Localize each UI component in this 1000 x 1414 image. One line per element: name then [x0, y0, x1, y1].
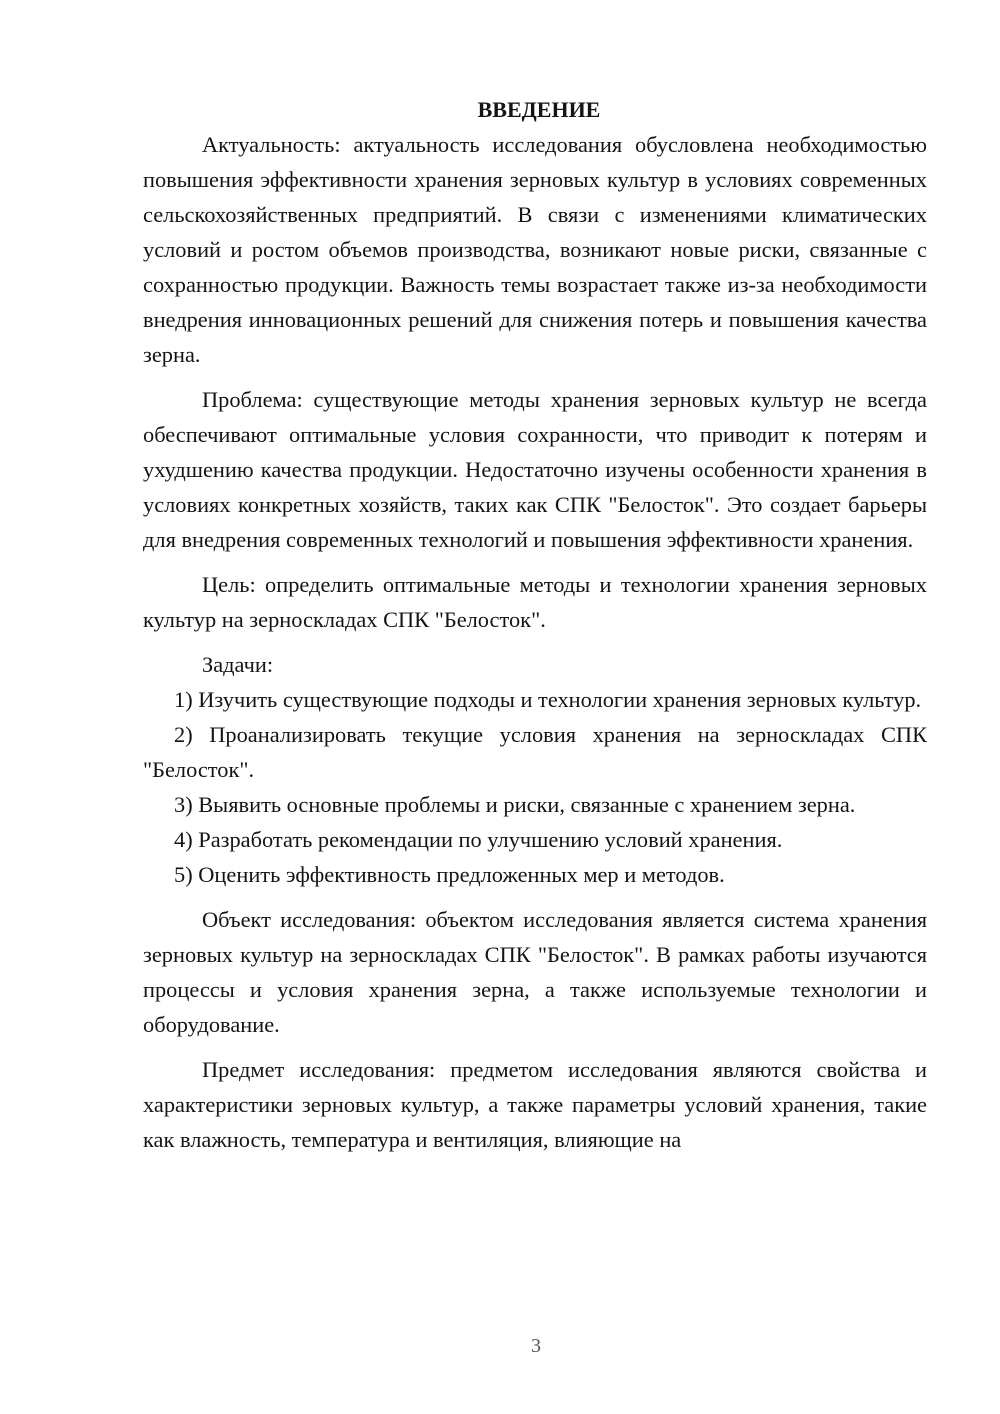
task-item-1: 1) Изучить существующие подходы и технологии хранения зерновых культур. — [174, 687, 922, 712]
page-content — [143, 92, 927, 1157]
task-item-4: 4) Разработать рекомендации по улучшению условий хранения. — [174, 827, 783, 852]
task-item-5: 5) Оценить эффективность предложенных мер и методов. — [174, 862, 725, 887]
paragraph-problem: Проблема: существующие методы хранения зерновых культур не всегда обеспечивают оптимальные условия сохранности, что приводит к потерям и ухудшению качества продукции. Недостаточно изучены особенности хранения в условиях конкретных хозяйств, таких как СПК "Белосток". Это создает барьеры для внедрения современных технологий и повышения эффективности хранения. — [143, 387, 927, 552]
tasks-label: Задачи: — [202, 652, 274, 677]
paragraph-subject: Предмет исследования: предметом исследования являются свойства и характеристики зерновых культур, а также параметры условий хранения, такие как влажность, температура и вентиляция, влияющие на — [143, 1057, 927, 1152]
task-item-2: 2) Проанализировать текущие условия хранения на зерноскладах СПК "Белосток". — [143, 722, 927, 782]
paragraph-goal: Цель: определить оптимальные методы и технологии хранения зерновых культур на зерноскладах СПК "Белосток". — [143, 572, 927, 632]
paragraph-relevance: Актуальность: актуальность исследования обусловлена необходимостью повышения эффективности хранения зерновых культур в условиях современных сельскохозяйственных предприятий. В связи с изменениями климатических условий и ростом объемов производства, возникают новые риски, связанные с сохранностью продукции. Важность темы возрастает также из-за необходимости внедрения инновационных решений для снижения потерь и повышения качества зерна. — [143, 132, 927, 367]
section-heading: ВВЕДЕНИЕ — [477, 97, 601, 122]
page-number: 3 — [531, 1335, 541, 1357]
task-item-3: 3) Выявить основные проблемы и риски, связанные с хранением зерна. — [174, 792, 856, 817]
paragraph-object: Объект исследования: объектом исследования является система хранения зерновых культур на зерноскладах СПК "Белосток". В рамках работы изучаются процессы и условия хранения зерна, а также используемые технологии и оборудование. — [143, 907, 927, 1037]
